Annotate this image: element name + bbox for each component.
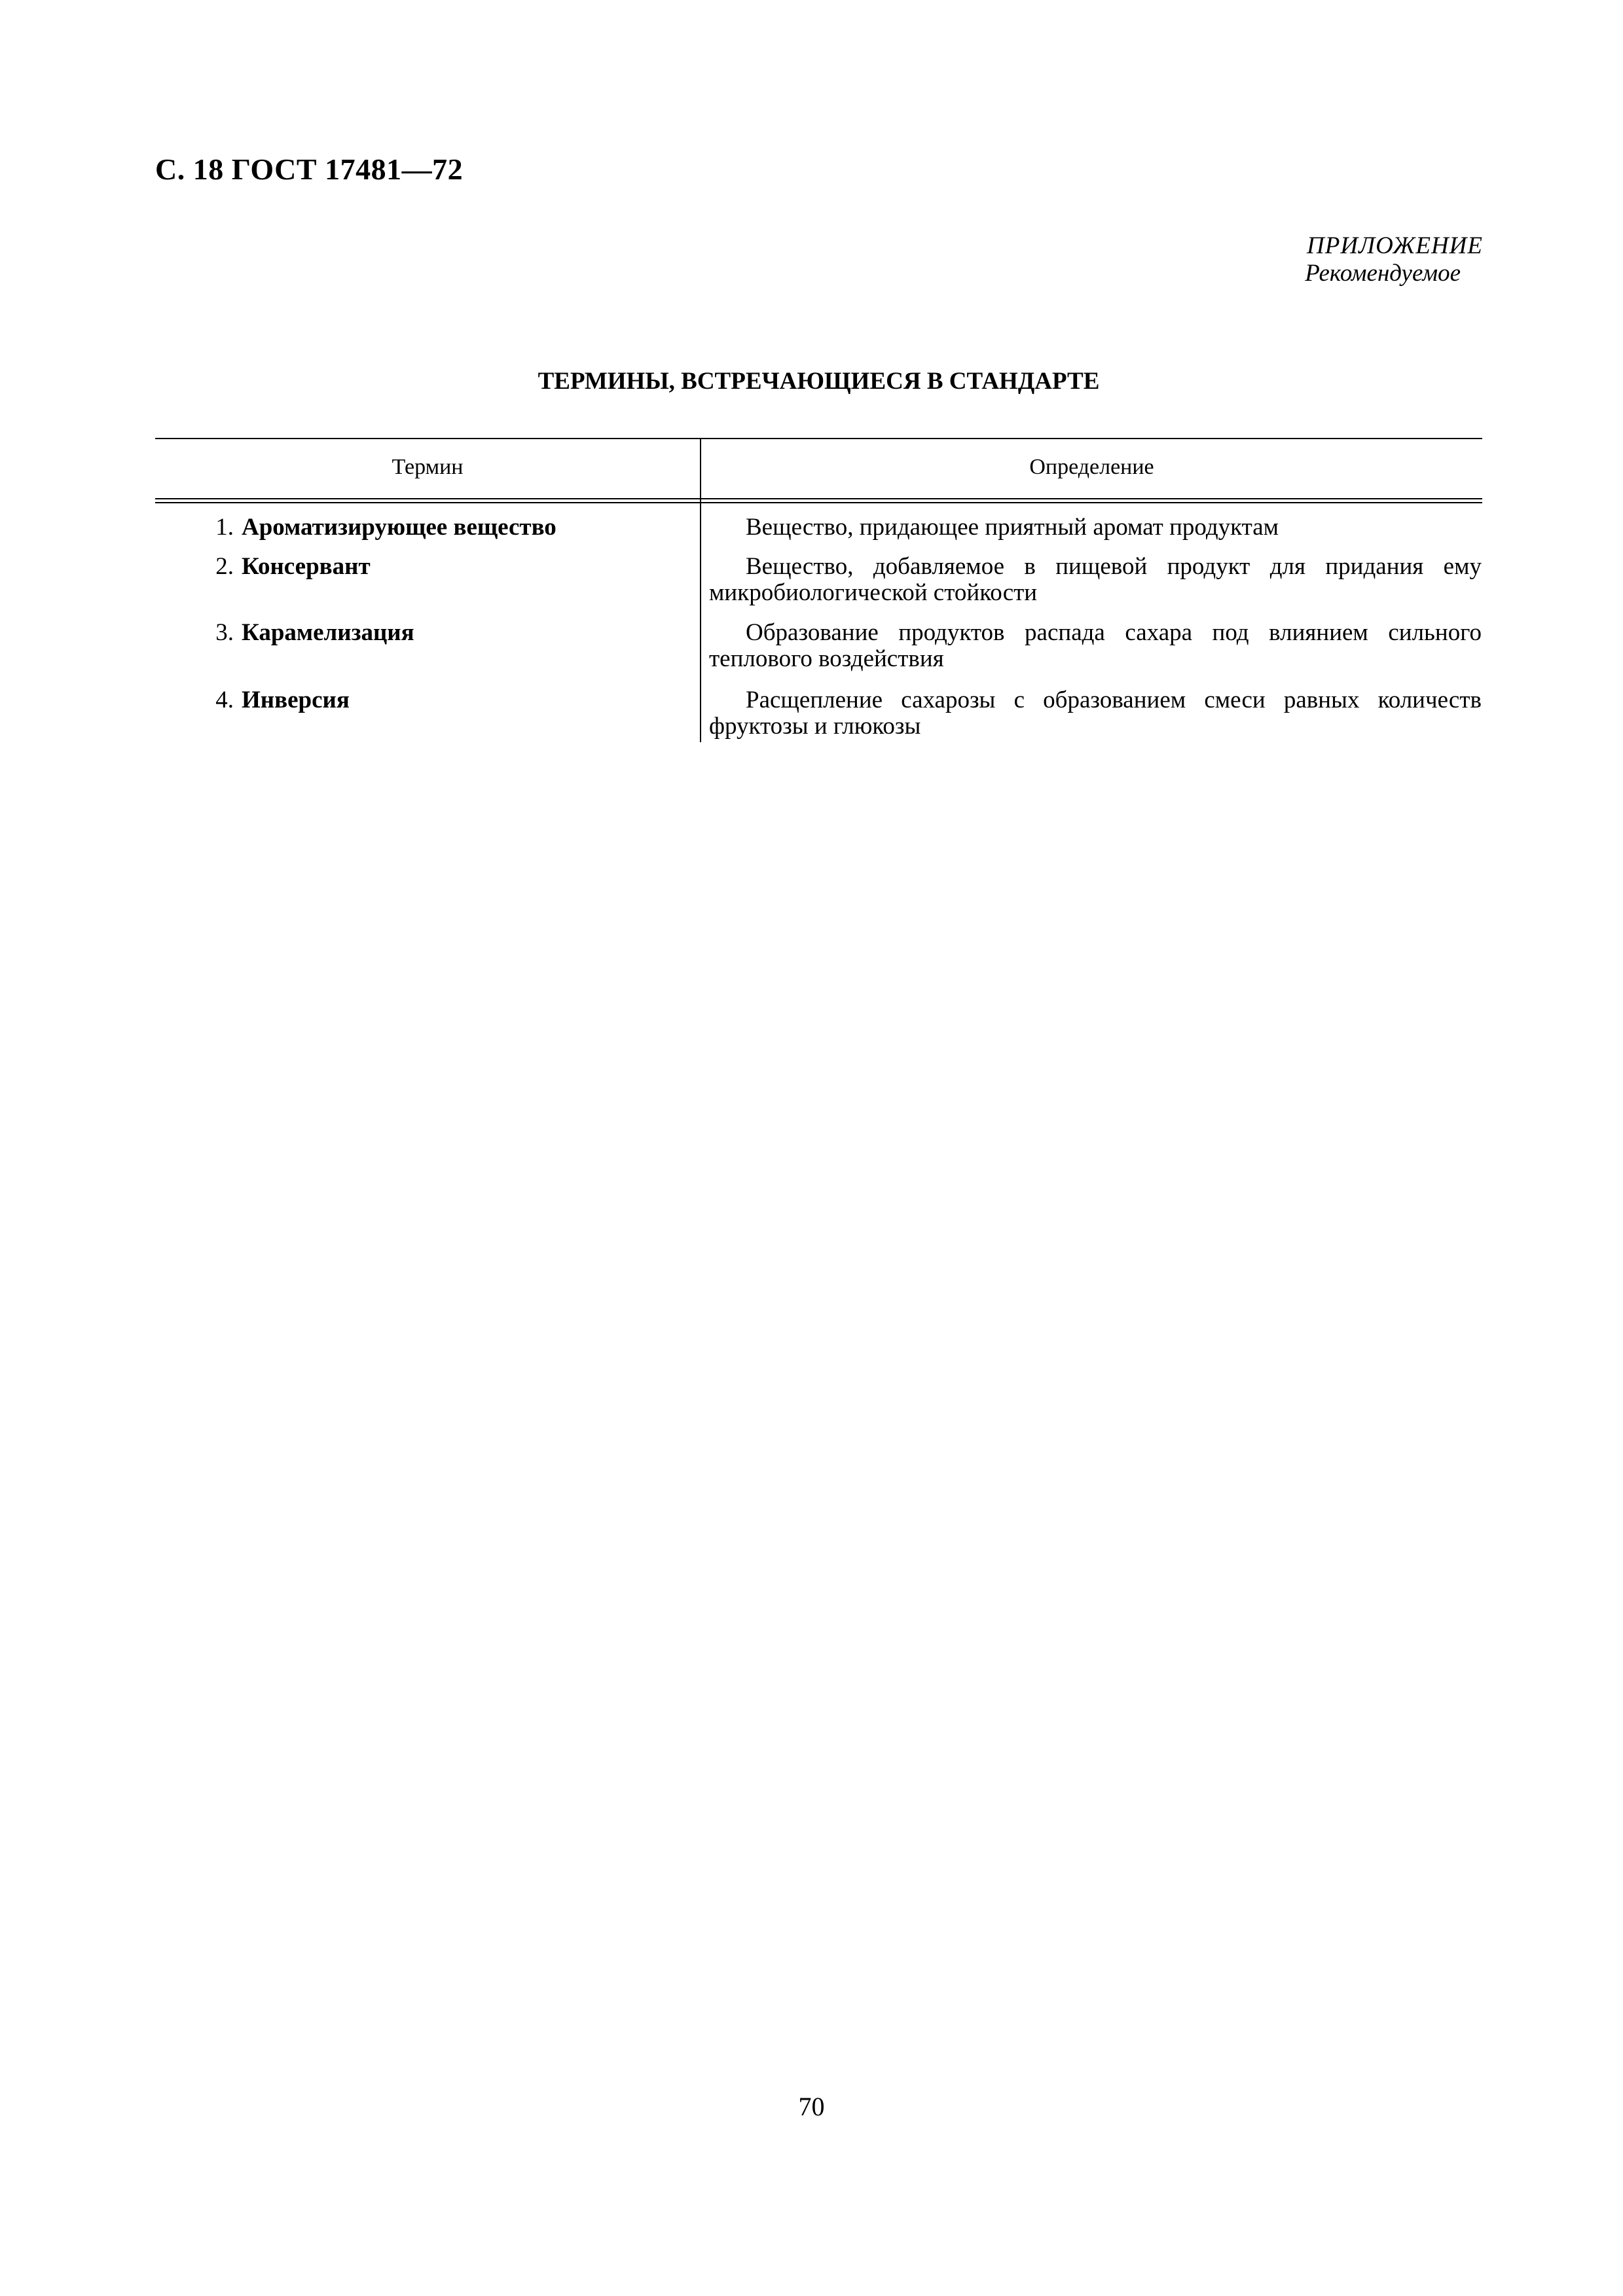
term-number: 4. (215, 687, 234, 713)
definition-cell: Образование продуктов распада сахара под влиянием сильного теплового воздействия (709, 619, 1482, 672)
term-cell (155, 620, 692, 646)
document-title: ТЕРМИНЫ, ВСТРЕЧАЮЩИЕСЯ В СТАНДАРТЕ (538, 368, 1100, 395)
term-name: Консервант (242, 553, 371, 580)
term-cell (155, 687, 692, 713)
definition-cell: Вещество, придающее приятный аромат продуктам (746, 514, 1279, 541)
appendix-kind: Рекомендуемое (1305, 260, 1461, 287)
page-number: 70 (798, 2092, 825, 2121)
term-number: 2. (215, 553, 234, 580)
definition-cell: Расщепление сахарозы с образованием смеси равных количеств фруктозы и глюкозы (709, 687, 1482, 740)
term-name: Карамелизация (242, 619, 414, 646)
term-cell (155, 514, 692, 541)
appendix-block (1305, 232, 1483, 287)
term-number: 3. (215, 619, 234, 646)
column-header-definition: Определение (1029, 455, 1154, 479)
definition-cell: Вещество, добавляемое в пищевой продукт для придания ему микробиологической стойкости (709, 553, 1482, 606)
term-name: Инверсия (242, 687, 350, 713)
table-top-rule (155, 438, 1482, 439)
table-header-rule (155, 498, 1482, 503)
appendix-label: ПРИЛОЖЕНИЕ (1307, 232, 1483, 259)
term-number: 1. (215, 514, 234, 541)
page-header: С. 18 ГОСТ 17481—72 (155, 152, 464, 186)
column-divider (700, 438, 701, 742)
term-name: Ароматизирующее вещество (242, 514, 556, 541)
term-cell (155, 554, 692, 580)
terms-table (155, 438, 1482, 742)
column-header-term: Термин (392, 455, 464, 479)
